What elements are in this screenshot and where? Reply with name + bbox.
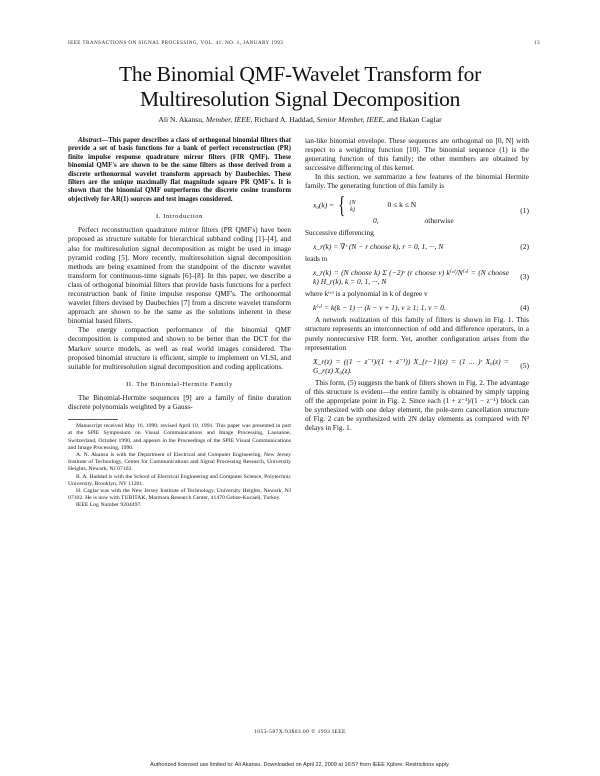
right-paragraph-3: A network realization of this family of filters is shown in Fig. 1. This structure represents an interconnection of odd and difference operators, in a purely nonrecursive FIR form. Yet, another configuration arises from the representation xyxy=(305,316,529,352)
page-number: 13 xyxy=(534,40,540,46)
eq1-lhs: x₀(k) = xyxy=(313,200,335,210)
successive-differencing-text: Successive differencing xyxy=(305,228,374,237)
eq5-number: (5) xyxy=(520,361,529,371)
journal-line: IEEE TRANSACTIONS ON SIGNAL PROCESSING, VOL. 41, NO. 1, JANUARY 1993 xyxy=(68,40,284,46)
abstract-text: —This paper describes a class of orthogonal binomial filters that provide a set of basis functions for a bank of perfect reconstruction (PR) finite impulse response quadrature mirror filters (FIR QMF). These binomial QMF's are shown to be the same filters as those derived from a discrete orthonormal wavelet transform approach by Daubechies. These filters are the unique maximally flat magnitude square PR QMF's. It is shown that the binomial QMF outperforms the discrete cosine transform objectively for AR(1) sources and test images considered. xyxy=(68,137,291,203)
eq2-body: x_r(k) = ∇ʳ (N − r choose k), r = 0, 1, ···, N xyxy=(313,241,444,251)
eq3-body: x_r(k) = (N choose k) Σ (−2)ᵛ (r choose v) k⁽ᵛ⁾/N⁽ᵛ⁾ = (N choose k) H_r(k), k = 0, 1, ···, N xyxy=(313,267,509,287)
eq1-binomial: (N k) xyxy=(349,198,356,213)
license-notice: Authorized licensed use limited to: Ali Akansu. Downloaded on April 22, 2009 at 16:57 from IEEE Xplore. Restrictions apply. xyxy=(150,762,450,768)
author-1: Ali N. Akansu, xyxy=(158,115,204,124)
footnote-akansu: A. N. Akansu is with the Department of Electrical and Computer Engineering, New Jersey Institute of Technology, Center for Communications and Signal Processing Research, University Heights, Newark, NJ 07102. xyxy=(68,451,291,473)
author-3: and Hakan Caglar xyxy=(386,115,442,124)
section2-paragraph-1: The Binomial-Hermite sequences [9] are a family of finite duration discrete polynomials weighted by a Gauss- xyxy=(68,393,291,412)
eq1-condition-1: 0 ≤ k ≤ N xyxy=(387,200,417,210)
footnote-rule xyxy=(68,419,118,420)
author-1-role: Member, IEEE, xyxy=(205,115,253,124)
where-text: where k⁽ᵛ⁾ is a polynomial in k of degree v xyxy=(305,290,428,299)
equation-4 xyxy=(305,303,529,312)
equation-3 xyxy=(305,268,529,286)
paper-title xyxy=(0,62,600,112)
eq4-number: (4) xyxy=(520,303,529,313)
footnote-log-number: IEEE Log Number 9204497. xyxy=(76,502,142,509)
abstract-label: Abstract xyxy=(78,137,102,144)
equation-5 xyxy=(305,357,529,375)
equation-2 xyxy=(305,242,529,251)
eq5-body: X_r(z) = ((1 − z⁻¹)/(1 + z⁻¹)) X_{r−1}(z) = (1 ... )ʳ X₀(z) = G_r(z) X₀(z). xyxy=(313,356,509,375)
eq3-number: (3) xyxy=(520,272,529,282)
eq1-number: (1) xyxy=(520,205,529,215)
running-header xyxy=(68,40,540,46)
left-column xyxy=(68,137,291,510)
abstract xyxy=(68,137,291,204)
author-line xyxy=(0,115,600,124)
title-line-1: The Binomial QMF-Wavelet Transform for xyxy=(119,62,481,86)
author-2: Richard A. Haddad, xyxy=(254,115,315,124)
author-2-role: Senior Member, IEEE, xyxy=(316,115,385,124)
eq1-brace: { xyxy=(338,192,346,219)
footnote-manuscript: Manuscript received May 16, 1990; revised April 10, 1991. This paper was presented in part at the SPIE Symposium on Visual Communications and Image Processing, Lausanne, Switzerland, October 1990, and appears in the Proceedings of the SPIE Visual Communications and Image Processing, 1990. xyxy=(68,423,291,451)
section-heading-introduction: I. Introduction xyxy=(155,213,204,221)
intro-paragraph-1: Perfect reconstruction quadrature mirror filters (PR QMF's) have been proposed as structure suitable for hierarchical subband coding [1]–[4], and also for multiresolution signal decomposition as might be used in image pyramid coding [5]. More recently, multiresolution signal decomposition methods are being examined from the standpoint of the discrete wavelet transform for continuous-time signals [6]–[8]. In this paper, we describe a class of orthogonal binomial filters that provide basis functions for a perfect reconstruction bank of finite impulse response QMF's. The orthonormal wavelet filters devised by Daubechies [7] from a discrete wavelet transform approach are shown to be the same as the solutions inherent in these binomial based filters. xyxy=(68,226,291,326)
eq2-number: (2) xyxy=(520,241,529,251)
footnote-caglar: H. Caglar was with the New Jersey Institute of Technology, University Heights, Newark, NJ 07102. He is now with TUBITAK, Marmara Research Center, 41470 Gebze-Kocaeli, Turkey. xyxy=(68,487,291,502)
eq1-condition-2: otherwise xyxy=(424,215,454,225)
equation-1: x₀(k) = { (N k) 0 ≤ k ≤ N 0, otherwise (1) xyxy=(313,192,529,225)
right-paragraph-1: ian-like binomial envelope. These sequences are orthogonal on [0, N] with respect to a weighting function [10]. The binomial sequence (1) is the generating function of this family; the other members are obtained by successive differencing of this kernel. xyxy=(305,137,529,173)
leads-to-text: leads to xyxy=(305,254,328,263)
section-heading-binomial-hermite: II. The Binomial-Hermite Family xyxy=(126,380,233,388)
right-column xyxy=(305,137,529,433)
copyright-code: 1053-587X/93$03.00 © 1993 IEEE xyxy=(254,729,346,735)
footnote-haddad: R. A. Haddad is with the School of Electrical Engineering and Computer Science, Polytechnic University, Brooklyn, NY 11201. xyxy=(68,473,291,487)
title-line-2: Multiresolution Signal Decomposition xyxy=(139,87,461,111)
eq4-body: k⁽ᵛ⁾ = k(k − 1) ··· (k − v + 1), v ≥ 1; 1, v = 0. xyxy=(313,303,446,313)
intro-paragraph-2: The energy compaction performance of the binomial QMF decomposition is computed and shown to be better than the DCT for the Markov source models, as well as real world images considered. The proposed binomial structure is efficient, simple to implement on VLSI, and suitable for multiresolution signal decomposition and coding applications. xyxy=(68,326,291,371)
right-paragraph-2: In this section, we summarize a few features of the binomial Hermite family. The generating function of this family is xyxy=(305,173,529,191)
right-paragraph-4: This form, (5) suggests the bank of filters shown in Fig. 2. The advantage of this structure is evident—the entire family is obtained by simply tapping off the appropriate point in Fig. 2. Since each (1 + z⁻¹)/(1 − z⁻¹) block can be synthesized with one delay element, the pole-zero cancellation structure of Fig. 2 can be synthesized with 2N delay elements as compared with N² delays in Fig. 1. xyxy=(305,378,529,433)
